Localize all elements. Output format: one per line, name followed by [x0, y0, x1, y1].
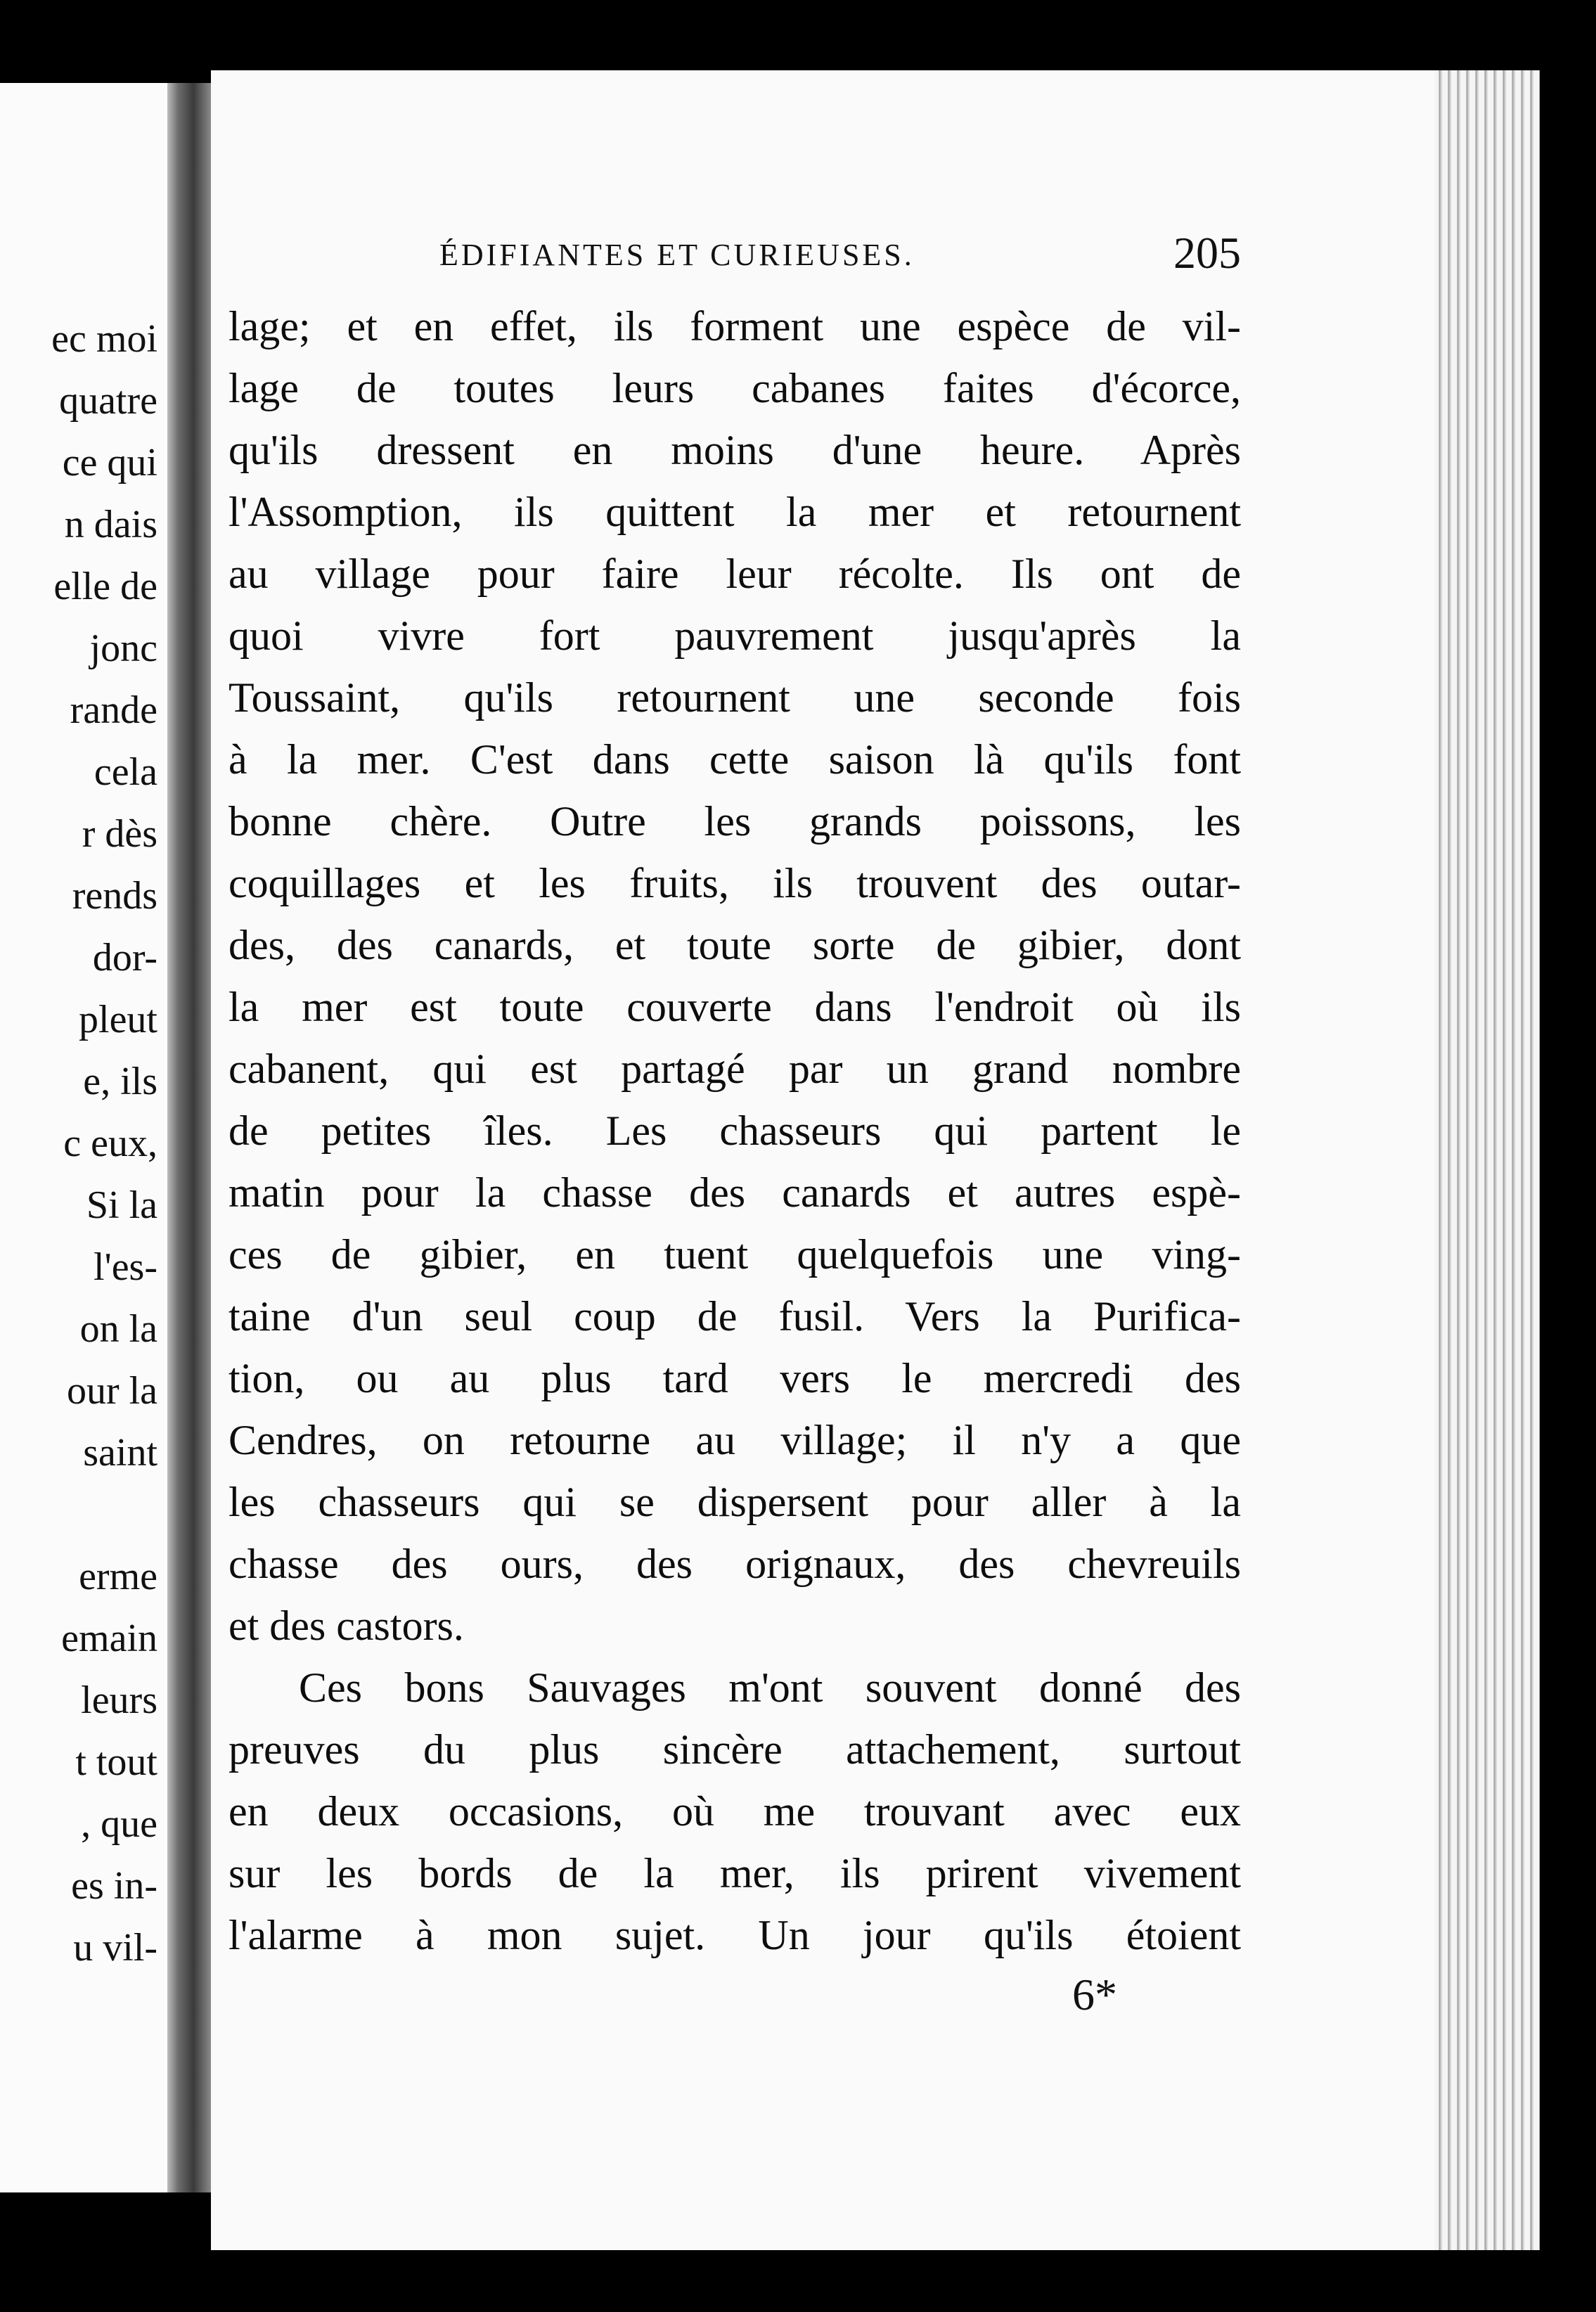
left-line: emain — [61, 1617, 157, 1660]
left-line: elle de — [53, 565, 157, 608]
left-line: erme — [79, 1555, 157, 1598]
left-page-text — [51, 308, 157, 1979]
text-line: lage; et en effet, ils forment une espèce de vil- — [229, 303, 1241, 349]
left-page — [0, 83, 167, 2192]
text-line: des, des canards, et toute sorte de gibier, dont — [229, 922, 1241, 968]
text-line: cabanent, qui est partagé par un grand nombre — [229, 1046, 1241, 1092]
text-line: Cendres, on retourne au village; il n'y a que — [229, 1417, 1241, 1463]
left-line: rends — [72, 874, 157, 918]
left-line: c eux, — [63, 1122, 157, 1165]
text-line: qu'ils dressent en moins d'une heure. Après — [229, 427, 1241, 473]
left-line: dor- — [92, 936, 157, 980]
page-number: 205 — [1173, 228, 1241, 278]
left-line: saint — [83, 1431, 157, 1475]
text-line: quoi vivre fort pauvrement jusqu'après la — [229, 612, 1241, 659]
page-edges — [1434, 70, 1540, 2250]
left-line: t tout — [75, 1740, 157, 1784]
text-line: de petites îles. Les chasseurs qui partent le — [229, 1107, 1241, 1154]
left-line: leurs — [81, 1678, 157, 1722]
text-line: matin pour la chasse des canards et autres espè- — [229, 1169, 1241, 1216]
text-line: tion, ou au plus tard vers le mercredi des — [229, 1355, 1241, 1401]
body-text — [229, 295, 1241, 1966]
left-line: our la — [66, 1369, 157, 1413]
left-line: l'es- — [94, 1245, 157, 1289]
text-line: au village pour faire leur récolte. Ils ont de — [229, 551, 1241, 597]
left-line: on la — [79, 1307, 157, 1351]
text-line: la mer est toute couverte dans l'endroit où ils — [229, 984, 1241, 1030]
left-line: es in- — [71, 1864, 157, 1908]
left-line: u vil- — [73, 1926, 157, 1970]
left-line: jonc — [89, 627, 157, 670]
text-line: Ces bons Sauvages m'ont souvent donné des — [299, 1664, 1241, 1711]
text-line: en deux occasions, où me trouvant avec eux — [229, 1788, 1241, 1835]
left-line: ec moi — [51, 317, 157, 361]
left-line: Si la — [86, 1183, 157, 1227]
left-line: ce qui — [62, 441, 157, 484]
running-title: ÉDIFIANTES ET CURIEUSES. — [439, 238, 915, 272]
left-line: cela — [94, 750, 157, 794]
left-line: n dais — [64, 503, 157, 546]
left-line — [51, 1484, 157, 1546]
text-line: et des castors. — [229, 1603, 464, 1649]
text-line: coquillages et les fruits, ils trouvent des outar- — [229, 860, 1241, 906]
text-line: ces de gibier, en tuent quelquefois une ving- — [229, 1231, 1241, 1278]
signature-mark: 6* — [1072, 1970, 1117, 2019]
left-line: rande — [70, 688, 157, 732]
text-line: à la mer. C'est dans cette saison là qu'ils font — [229, 736, 1241, 783]
text-line: taine d'un seul coup de fusil. Vers la Purifica- — [229, 1293, 1241, 1340]
text-line: lage de toutes leurs cabanes faites d'écorce, — [229, 365, 1241, 411]
text-line: l'alarme à mon sujet. Un jour qu'ils étoient — [229, 1912, 1241, 1958]
left-line: quatre — [59, 379, 157, 423]
text-line: l'Assomption, ils quittent la mer et retournent — [229, 489, 1241, 535]
left-line: e, ils — [83, 1060, 157, 1103]
text-line: les chasseurs qui se dispersent pour aller à la — [229, 1479, 1241, 1525]
text-line: bonne chère. Outre les grands poissons, les — [229, 798, 1241, 844]
book-spine-gutter — [167, 83, 211, 2192]
left-line: pleut — [79, 998, 157, 1041]
text-line: sur les bords de la mer, ils prirent vivement — [229, 1850, 1241, 1896]
left-line: , que — [81, 1802, 157, 1846]
text-line: Toussaint, qu'ils retournent une seconde fois — [229, 674, 1241, 721]
text-line: chasse des ours, des orignaux, des chevreuils — [229, 1541, 1241, 1587]
left-line: r dès — [82, 812, 157, 856]
text-line: preuves du plus sincère attachement, surtout — [229, 1726, 1241, 1773]
page-header — [229, 227, 1241, 290]
